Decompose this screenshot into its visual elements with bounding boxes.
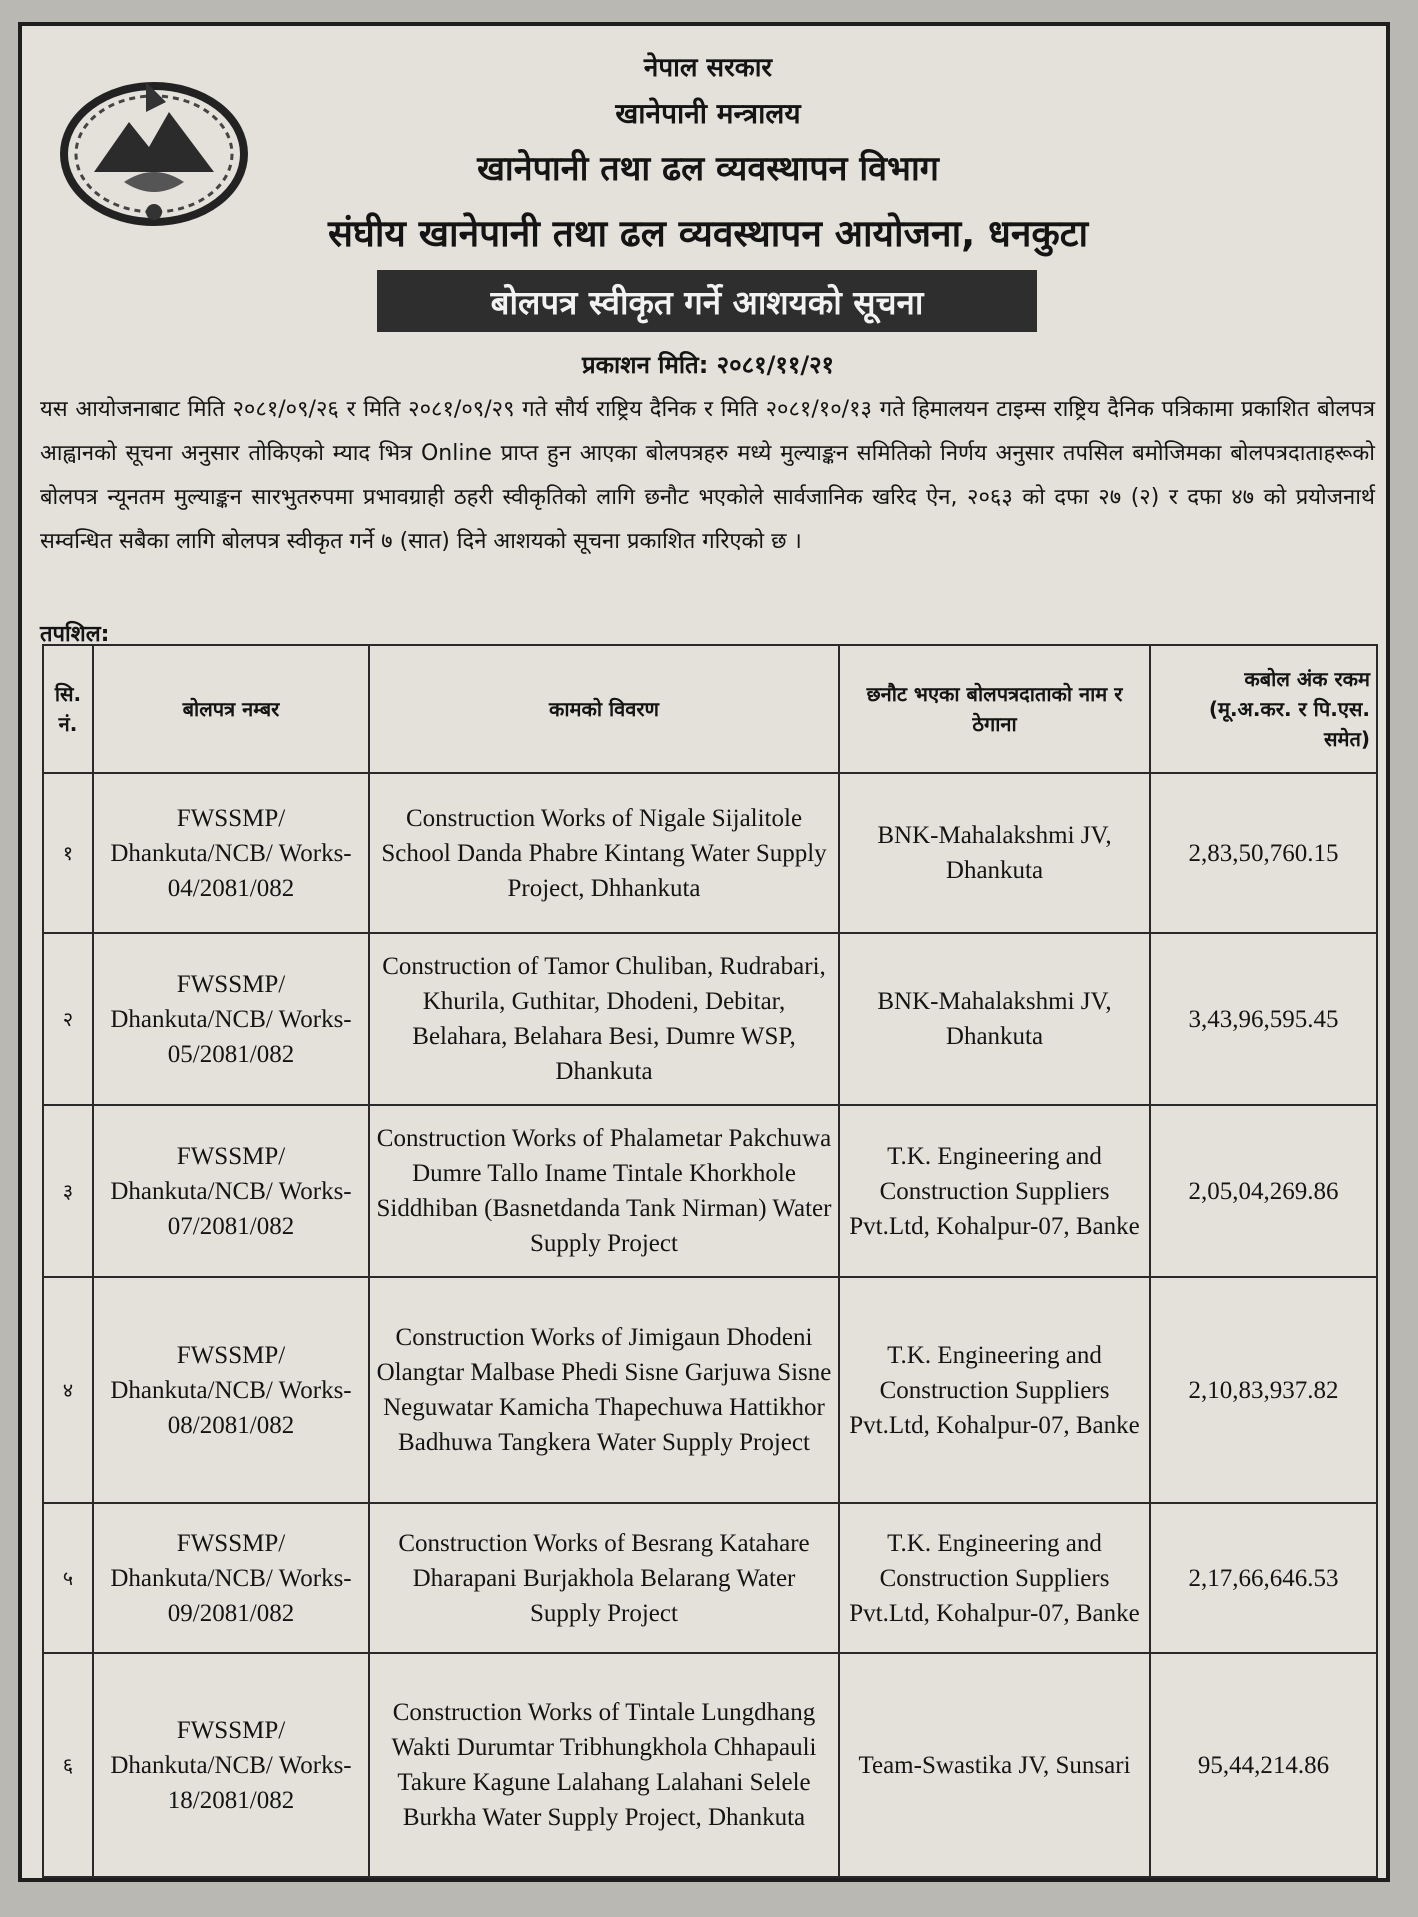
work-description-cell: Construction of Tamor Chuliban, Rudrabari, Khurila, Guthitar, Dhodeni, Debitar, Belahara, Belahara Besi, Dumre WSP, Dhankuta <box>369 933 839 1105</box>
bid-number-cell: FWSSMP/ Dhankuta/NCB/ Works-07/2081/082 <box>93 1105 369 1277</box>
header-work-description: कामको विवरण <box>369 645 839 773</box>
government-heading: नेपाल सरकार <box>643 53 773 83</box>
awarded-bids-table <box>42 644 1378 1878</box>
bid-number-cell: FWSSMP/ Dhankuta/NCB/ Works-05/2081/082 <box>93 933 369 1105</box>
serial-number-cell: ३ <box>43 1105 93 1277</box>
bid-number-cell: FWSSMP/ Dhankuta/NCB/ Works-09/2081/082 <box>93 1503 369 1653</box>
serial-number-cell: ५ <box>43 1503 93 1653</box>
serial-number-cell: २ <box>43 933 93 1105</box>
bid-number-cell: FWSSMP/ Dhankuta/NCB/ Works-18/2081/082 <box>93 1653 369 1877</box>
table-row <box>43 1503 1377 1653</box>
amount-cell: 95,44,214.86 <box>1150 1653 1377 1877</box>
work-description-cell: Construction Works of Jimigaun Dhodeni Olangtar Malbase Phedi Sisne Garjuwa Sisne Neguwatar Kamicha Thapechuwa Hattikhor Badhuwa Tangkera Water Supply Project <box>369 1277 839 1503</box>
amount-cell: 3,43,96,595.45 <box>1150 933 1377 1105</box>
table-row <box>43 1653 1377 1877</box>
table-row <box>43 1277 1377 1503</box>
notice-title-banner: बोलपत्र स्वीकृत गर्ने आशयको सूचना <box>377 270 1037 332</box>
bid-number-cell: FWSSMP/ Dhankuta/NCB/ Works-04/2081/082 <box>93 773 369 933</box>
bidder-cell: BNK-Mahalakshmi JV, Dhankuta <box>839 933 1150 1105</box>
work-description-cell: Construction Works of Phalametar Pakchuwa Dumre Tallo Iname Tintale Khorkhole Siddhiban (Basnetdanda Tank Nirman) Water Supply Project <box>369 1105 839 1277</box>
header-bid-amount: कबोल अंक रकम (मू.अ.कर. र पि.एस. समेत) <box>1150 645 1377 773</box>
table-row <box>43 773 1377 933</box>
bidder-cell: T.K. Engineering and Construction Suppliers Pvt.Ltd, Kohalpur-07, Banke <box>839 1503 1150 1653</box>
amount-cell: 2,10,83,937.82 <box>1150 1277 1377 1503</box>
amount-cell: 2,17,66,646.53 <box>1150 1503 1377 1653</box>
header-bid-number: बोलपत्र नम्बर <box>93 645 369 773</box>
publication-date: प्रकाशन मिति: २०८१/११/२१ <box>581 351 835 379</box>
header-bidder-name-address: छनौट भएका बोलपत्रदाताको नाम र ठेगाना <box>839 645 1150 773</box>
bidder-cell: BNK-Mahalakshmi JV, Dhankuta <box>839 773 1150 933</box>
bidder-cell: Team-Swastika JV, Sunsari <box>839 1653 1150 1877</box>
work-description-cell: Construction Works of Tintale Lungdhang Wakti Durumtar Tribhungkhola Chhapauli Takure Kagune Lalahang Lalahani Selele Burkha Water Supply Project, Dhankuta <box>369 1653 839 1877</box>
serial-number-cell: १ <box>43 773 93 933</box>
project-heading: संघीय खानेपानी तथा ढल व्यवस्थापन आयोजना, धनकुटा <box>327 212 1089 255</box>
ministry-heading: खानेपानी मन्त्रालय <box>615 97 801 130</box>
serial-number-cell: ६ <box>43 1653 93 1877</box>
work-description-cell: Construction Works of Nigale Sijalitole School Danda Phabre Kintang Water Supply Project, Dhhankuta <box>369 773 839 933</box>
table-header-row <box>43 645 1377 773</box>
table-row <box>43 1105 1377 1277</box>
notice-body-text: यस आयोजनाबाट मिति २०८१/०९/२६ र मिति २०८१/०९/२९ गते सौर्य राष्ट्रिय दैनिक र मिति २०८१/१०/१३ गते हिमालयन टाइम्स राष्ट्रिय दैनिक पत्रिकामा प्रकाशित बोलपत्र आह्वानको सूचना अनुसार तोकिएको म्याद भित्र Online प्राप्त हुन आएका बोलपत्रहरु मध्ये मुल्याङ्कन समितिको निर्णय अनुसार तपसिल बमोजिमका बोलपत्रदाताहरूको बोलपत्र न्यूनतम मुल्याङ्कन सारभुतरुपमा प्रभावग्राही ठहरी स्वीकृतिको लागि छनौट भएकोले सार्वजानिक खरिद ऐन, २०६३ को दफा २७ (२) र दफा ४७ को प्रयोजनार्थ सम्वन्धित सबैका लागि बोलपत्र स्वीकृत गर्ने ७ (सात) दिने आशयको सूचना प्रकाशित गरिएको छ । <box>40 397 1375 554</box>
amount-cell: 2,83,50,760.15 <box>1150 773 1377 933</box>
amount-cell: 2,05,04,269.86 <box>1150 1105 1377 1277</box>
bidder-cell: T.K. Engineering and Construction Suppliers Pvt.Ltd, Kohalpur-07, Banke <box>839 1277 1150 1503</box>
serial-number-cell: ४ <box>43 1277 93 1503</box>
schedule-label: तपशिल: <box>40 622 110 647</box>
bidder-cell: T.K. Engineering and Construction Suppliers Pvt.Ltd, Kohalpur-07, Banke <box>839 1105 1150 1277</box>
work-description-cell: Construction Works of Besrang Katahare Dharapani Burjakhola Belarang Water Supply Project <box>369 1503 839 1653</box>
header-serial-number: सि. नं. <box>43 645 93 773</box>
table-row <box>43 933 1377 1105</box>
bid-number-cell: FWSSMP/ Dhankuta/NCB/ Works-08/2081/082 <box>93 1277 369 1503</box>
department-heading: खानेपानी तथा ढल व्यवस्थापन विभाग <box>477 149 939 189</box>
notice-sheet <box>18 22 1390 1882</box>
